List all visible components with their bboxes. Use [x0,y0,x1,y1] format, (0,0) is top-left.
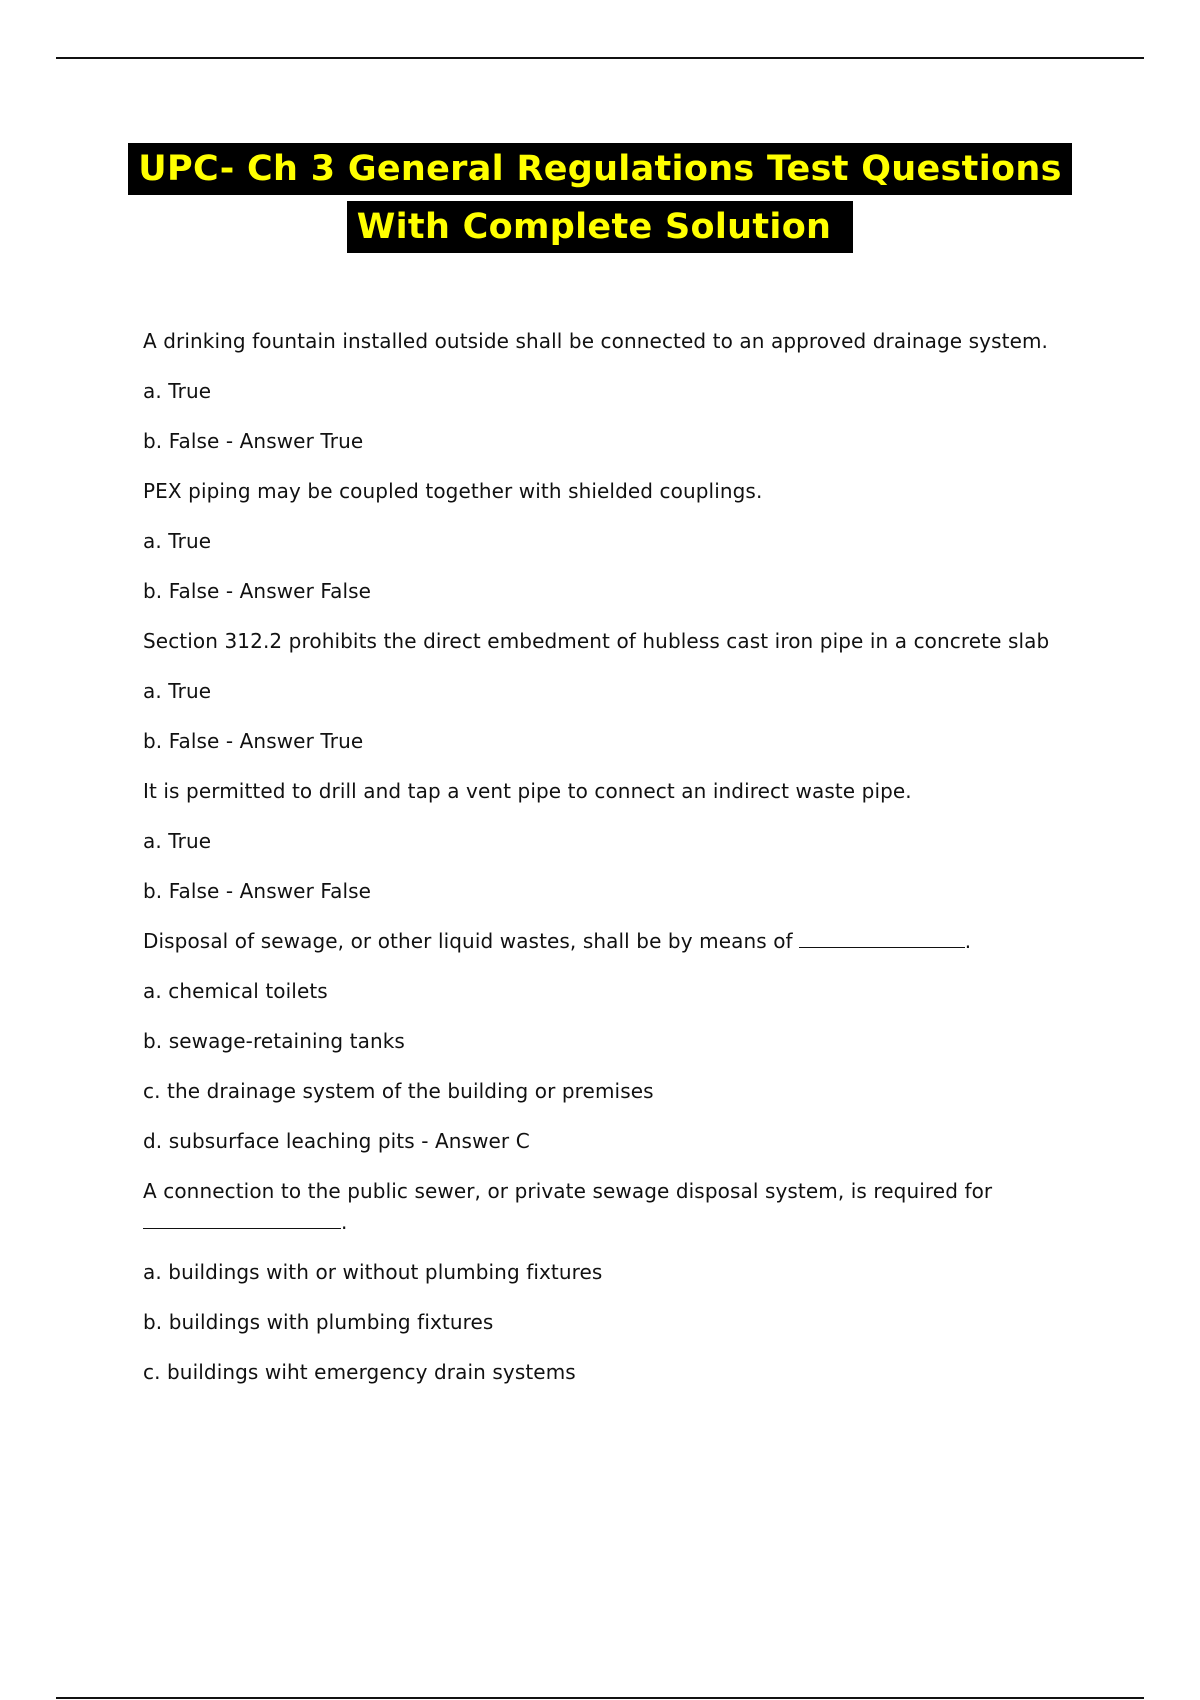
blank-terminator: . [964,929,972,953]
question-4-option-b: b. False - Answer False [143,879,372,903]
question-4-option-a: a. True [143,829,212,853]
bottom-rule [56,1697,1144,1699]
title-line-1: UPC- Ch 3 General Regulations Test Questions [128,143,1071,195]
question-4: It is permitted to drill and tap a vent pipe to connect an indirect waste pipe. [143,779,912,803]
question-5-option-b: b. sewage-retaining tanks [143,1029,405,1053]
question-6-option-b: b. buildings with plumbing fixtures [143,1310,494,1334]
question-5-option-d: d. subsurface leaching pits - Answer C [143,1129,530,1153]
question-5 [143,926,1063,957]
question-5-option-c: c. the drainage system of the building or premises [143,1079,654,1103]
question-2: PEX piping may be coupled together with shielded couplings. [143,479,763,503]
question-5-text: Disposal of sewage, or other liquid wastes, shall be by means of [143,929,793,953]
top-rule [56,57,1144,59]
question-6-text: A connection to the public sewer, or private sewage disposal system, is required for [143,1179,993,1203]
question-2-option-a: a. True [143,529,212,553]
question-2-option-b: b. False - Answer False [143,579,372,603]
question-1: A drinking fountain installed outside shall be connected to an approved drainage system. [143,329,1049,353]
question-list [143,326,1063,1407]
question-5-option-a: a. chemical toilets [143,979,328,1003]
question-3: Section 312.2 prohibits the direct embedment of hubless cast iron pipe in a concrete slab [143,629,1050,653]
question-3-option-a: a. True [143,679,212,703]
answer-blank [799,929,965,948]
question-3-option-b: b. False - Answer True [143,729,364,753]
question-1-option-b: b. False - Answer True [143,429,364,453]
question-6-option-a: a. buildings with or without plumbing fixtures [143,1260,603,1284]
question-6 [143,1176,1063,1238]
question-6-option-c: c. buildings wiht emergency drain systems [143,1360,576,1384]
document-title [0,143,1200,253]
blank-terminator: . [341,1210,348,1234]
question-1-option-a: a. True [143,379,212,403]
title-line-2: With Complete Solution [347,201,854,253]
answer-blank [143,1210,341,1229]
